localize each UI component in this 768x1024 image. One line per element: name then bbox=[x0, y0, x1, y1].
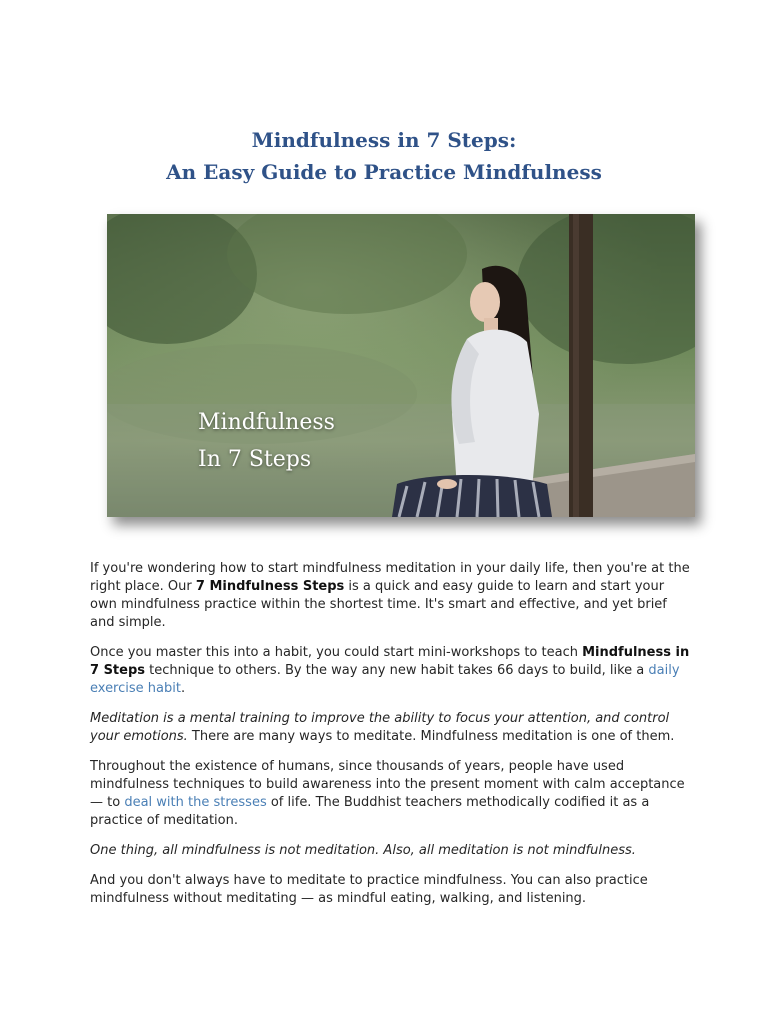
title-line-2: An Easy Guide to Practice Mindfulness bbox=[166, 160, 602, 184]
paragraph-history bbox=[90, 758, 690, 830]
text-segment: There are many ways to meditate. Mindfulness meditation is one of them. bbox=[187, 729, 675, 744]
text-segment: technique to others. By the way any new habit takes 66 days to build, like a bbox=[145, 663, 649, 678]
paragraph-intro bbox=[90, 560, 690, 632]
text-segment: is a quick and easy guide to learn and start your own mindfulness practice within the shortest time. It's smart and effective, and yet brief and simple. bbox=[90, 579, 667, 630]
bold-text: Mindfulness in 7 Steps bbox=[90, 645, 690, 678]
text-segment: . bbox=[180, 681, 186, 696]
hero-caption-line-2: In 7 Steps bbox=[198, 447, 312, 472]
text-segment: of life. The Buddhist teachers methodically codified it as a practice of meditation. bbox=[90, 795, 650, 828]
deal-with-stresses-link[interactable]: deal with the stresses bbox=[124, 795, 267, 810]
italic-text: Meditation is a mental training to improve the ability to focus your attention, and control your emotions. bbox=[90, 711, 670, 744]
page-title bbox=[0, 124, 768, 188]
hero-image bbox=[107, 214, 695, 517]
paragraph-distinction bbox=[90, 842, 690, 860]
title-line-1: Mindfulness in 7 Steps: bbox=[251, 128, 517, 152]
paragraph-habit bbox=[90, 644, 690, 698]
paragraph-definition bbox=[90, 710, 690, 746]
article-body bbox=[90, 560, 690, 920]
text-segment: If you're wondering how to start mindfulness meditation in your daily life, then you're at the right place. Our bbox=[90, 561, 690, 594]
daily-exercise-habit-link[interactable]: daily exercise habit bbox=[90, 663, 680, 696]
bold-text: 7 Mindfulness Steps bbox=[195, 579, 345, 594]
hero-caption-line-1: Mindfulness bbox=[198, 410, 335, 435]
text-segment: Throughout the existence of humans, since thousands of years, people have used mindfulness techniques to build awareness into the present moment with calm acceptance — to bbox=[90, 759, 685, 810]
text-segment: And you don't always have to meditate to practice mindfulness. You can also practice mindfulness without meditating — as mindful eating, walking, and listening. bbox=[90, 873, 648, 906]
text-segment: Once you master this into a habit, you could start mini-workshops to teach bbox=[90, 645, 583, 660]
hero-caption bbox=[198, 404, 335, 478]
italic-text: One thing, all mindfulness is not meditation. Also, all meditation is not mindfulness. bbox=[90, 843, 636, 858]
paragraph-practice bbox=[90, 872, 690, 908]
hero-illustration bbox=[107, 214, 695, 517]
